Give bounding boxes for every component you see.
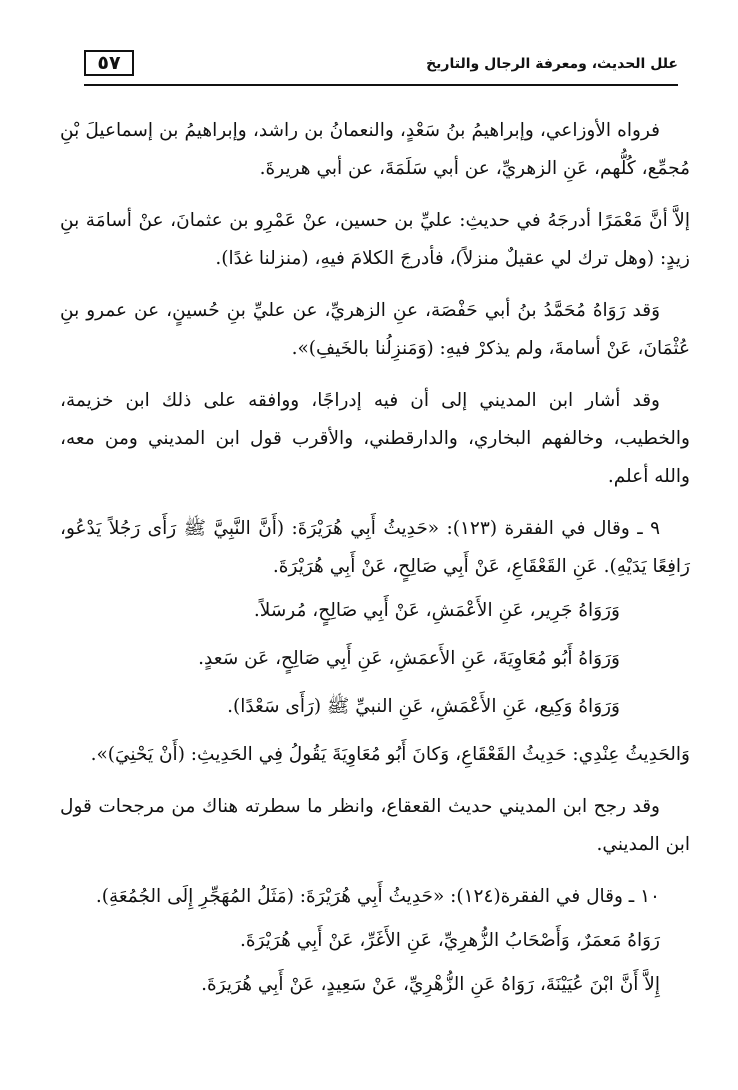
page-header <box>84 46 678 86</box>
running-title: علل الحديث، ومعرفة الرجال والتاريخ <box>426 56 678 72</box>
paragraph-item-10: ١٠ ـ وقال في الفقرة(١٢٤): «حَدِيثُ أَبِي هُرَيْرَةَ: (مَثَلُ المُهَجِّرِ إِلَى الجُمُعَةِ). <box>95 886 660 907</box>
paragraph-abu-muawiya: وَرَوَاهُ أَبُو مُعَاوِيَةَ، عَنِ الأَعمَشِ، عَنِ أَبِي صَالِحٍ، عَن سَعدٍ. <box>198 648 620 669</box>
paragraph-waki: وَرَوَاهُ وَكِيع، عَنِ الأَعْمَشِ، عَنِ النبيِّ ﷺ (رَأَى سَعْدًا). <box>227 696 620 717</box>
page-number: ٥٧ <box>84 50 134 76</box>
paragraph-mamar-ashab: رَوَاهُ مَعمَرٌ، وَأَصْحَابُ الزُّهرِيِّ، عَنِ الأَغَرِّ، عَنْ أَبِي هُرَيْرَةَ. <box>239 930 660 951</box>
paragraph-ibn-uyayna: إِلاَّ أَنَّ ابْنَ عُيَيْنَةَ، رَوَاهُ عَنِ الزُّهْرِيِّ، عَنْ سَعِيدٍ، عَنْ أَبِي هُرَيرَةَ. <box>201 974 660 995</box>
paragraph-ibn-abi-hafsa: وَقد رَوَاهُ مُحَمَّدُ بنُ أبي حَفْصَة، عنِ الزهريِّ، عن عليِّ بنِ حُسينٍ، عن عمرو بنِ عُثْمَانَ، عَنْ أسامةَ، ولم يذكرْ فيهِ: (وَمَنزِلُنا بالخَيفِ)». <box>60 300 690 359</box>
page-body <box>60 112 690 1010</box>
paragraph-ibn-madini-note: وقد أشار ابن المديني إلى أن فيه إدراجًا، ووافقه على ذلك ابن خزيمة، والخطيب، وخالفهم البخاري، والدارقطني، والأقرب قول ابن المديني ومن معه، والله أعلم. <box>60 390 690 487</box>
header-rule <box>84 84 678 86</box>
paragraph-hadith-indi: وَالحَدِيثُ عِنْدِي: حَدِيثُ القَعْقَاعِ، وَكانَ أَبُو مُعَاوِيَةَ يَقُولُ فِي الحَدِيثِ: (أَنْ يَحْنِيَ)». <box>90 744 690 765</box>
paragraph-item-9: ٩ ـ وقال في الفقرة (١٢٣): «حَدِيثُ أَبِي هُرَيْرَةَ: (أَنَّ النَّبِيَّ ﷺ رَأَى رَجُلاً يَدْعُو، رَافِعًا يَدَيْهِ). عَنِ القَعْقَاعِ، عَنْ أَبِي صَالِحٍ، عَنْ أَبِي هُرَيْرَةَ. <box>60 518 690 577</box>
paragraph-mamar-idraj: إلاَّ أنَّ مَعْمَرًا أدرجَهُ في حديثِ: عليِّ بن حسين، عنْ عَمْرِو بن عثمانَ، عنْ أسامَة بنِ زيدٍ: (وهل ترك لي عقيلٌ منزلاً)، فأدرجَ الكلامَ فيهِ، (منزلنا غدًا). <box>60 210 690 269</box>
paragraph-jarir: وَرَوَاهُ جَرِير، عَنِ الأَعْمَشِ، عَنْ أَبِي صَالِحٍ، مُرسَلاً. <box>253 600 620 621</box>
paragraph-awzai: فرواه الأوزاعي، وإبراهيمُ بنُ سَعْدٍ، والنعمانُ بن راشد، وإبراهيمُ بن إسماعيلَ بْنِ مُجمِّع، كُلُّهم، عَنِ الزهريِّ، عن أبي سَلَمَةَ، عن أبي هريرةَ. <box>60 120 690 179</box>
paragraph-tarjih: وقد رجح ابن المديني حديث القعقاع، وانظر ما سطرته هناك من مرجحات قول ابن المديني. <box>60 796 690 855</box>
